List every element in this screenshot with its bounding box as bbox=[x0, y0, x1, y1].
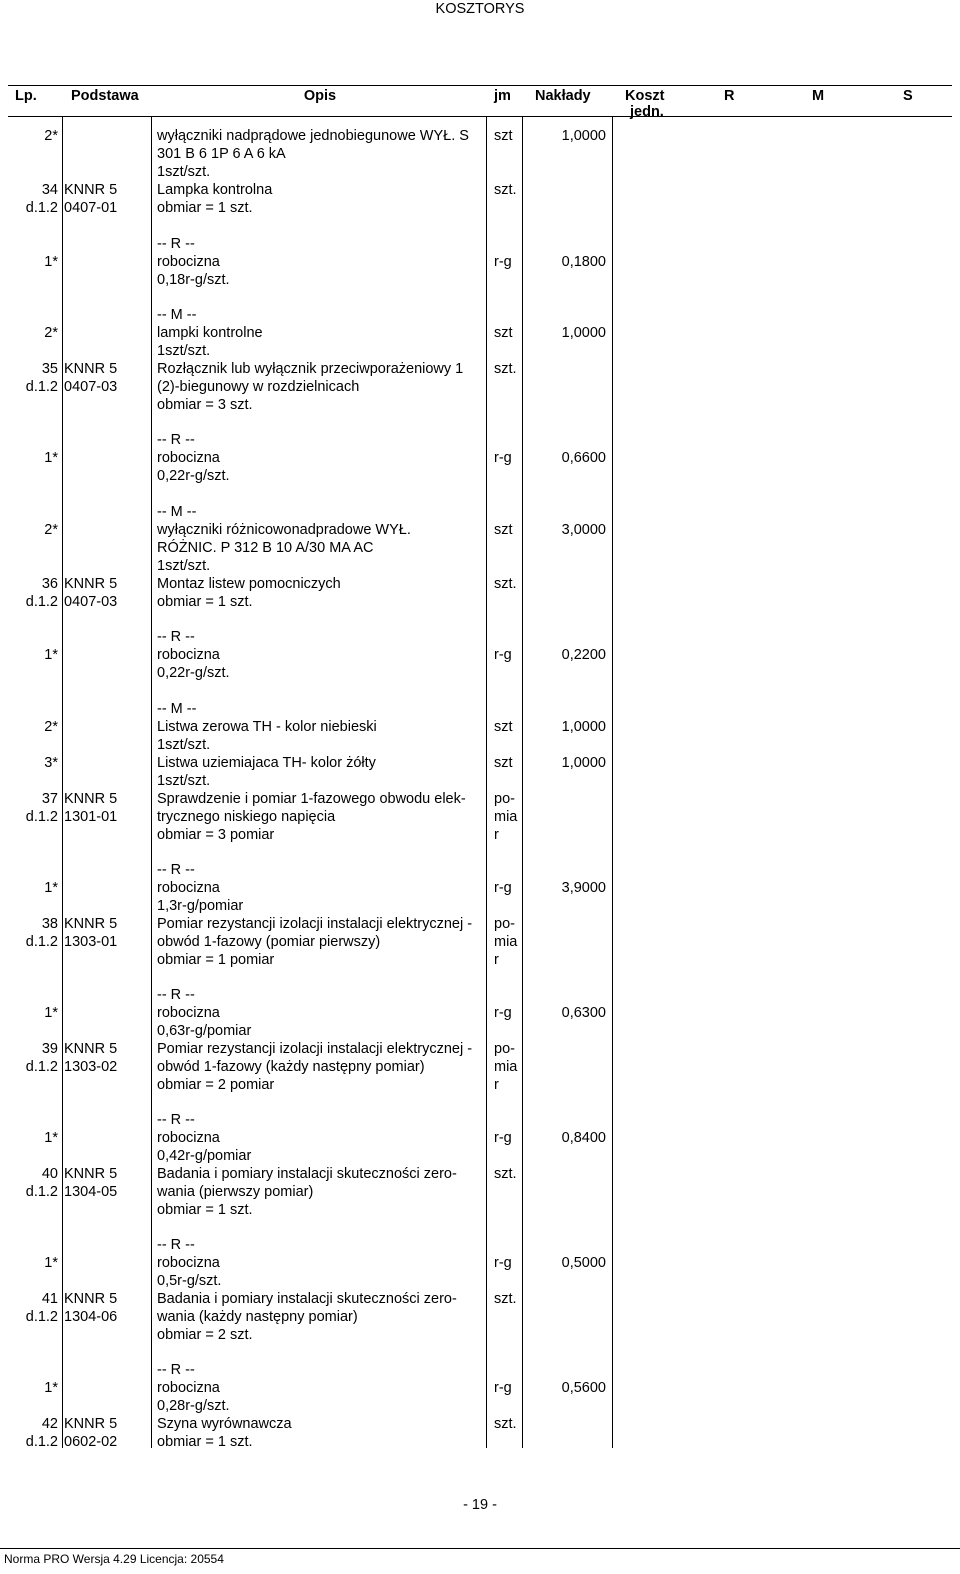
cell-opis: Listwa uziemiajaca TH- kolor żółty bbox=[157, 755, 376, 771]
cell-jm: szt. bbox=[494, 1291, 517, 1307]
cell-jm: r bbox=[494, 827, 499, 843]
cell-lp: 2* bbox=[44, 522, 58, 538]
cell-lp: 1* bbox=[44, 1130, 58, 1146]
cell-jm: szt. bbox=[494, 361, 517, 377]
cell-opis: 1szt/szt. bbox=[157, 737, 211, 753]
cell-podstawa: 1304-06 bbox=[64, 1309, 118, 1325]
cell-opis: Sprawdzenie i pomiar 1-fazowego obwodu elek- bbox=[157, 791, 466, 807]
cell-opis: 0,18r-g/szt. bbox=[157, 272, 230, 288]
cell-podstawa: 0407-03 bbox=[64, 379, 118, 395]
cell-opis: wania (pierwszy pomiar) bbox=[157, 1184, 314, 1200]
cell-lp: 2* bbox=[44, 719, 58, 735]
cell-jm: szt bbox=[494, 719, 513, 735]
cell-opis: -- R -- bbox=[157, 629, 195, 645]
cell-lp: 37 bbox=[41, 791, 58, 807]
cell-naklady: 0,1800 bbox=[561, 254, 606, 270]
cell-opis: Pomiar rezystancji izolacji instalacji elektrycznej - bbox=[157, 916, 473, 932]
cell-opis: 1szt/szt. bbox=[157, 558, 211, 574]
cell-jm: r-g bbox=[494, 880, 512, 896]
cell-podstawa: 0407-01 bbox=[64, 200, 118, 216]
cell-jm: po- bbox=[494, 1041, 515, 1057]
col-koszt-header-line2: jedn. bbox=[630, 104, 664, 120]
cell-opis: -- R -- bbox=[157, 987, 195, 1003]
cell-jm: szt. bbox=[494, 1416, 517, 1432]
cell-opis: robocizna bbox=[157, 880, 220, 896]
separator-lp bbox=[62, 117, 63, 1448]
cell-lp: 2* bbox=[44, 128, 58, 144]
cell-jm: r-g bbox=[494, 1380, 512, 1396]
cell-lp: d.1.2 bbox=[25, 1059, 58, 1075]
cell-jm: r bbox=[494, 1077, 499, 1093]
cell-jm: r-g bbox=[494, 1130, 512, 1146]
separator-jm bbox=[522, 117, 523, 1448]
cell-opis: 0,22r-g/szt. bbox=[157, 665, 230, 681]
cell-podstawa: KNNR 5 bbox=[64, 182, 118, 198]
cell-naklady: 1,0000 bbox=[561, 325, 606, 341]
col-s-header: S bbox=[903, 88, 913, 104]
cell-opis: -- R -- bbox=[157, 1112, 195, 1128]
cell-jm: szt bbox=[494, 325, 513, 341]
cell-lp: d.1.2 bbox=[25, 594, 58, 610]
cell-lp: d.1.2 bbox=[25, 934, 58, 950]
cell-lp: 1* bbox=[44, 880, 58, 896]
cell-opis: robocizna bbox=[157, 1005, 220, 1021]
cell-opis: trycznego niskiego napięcia bbox=[157, 809, 336, 825]
cell-opis: robocizna bbox=[157, 1255, 220, 1271]
cell-opis: obmiar = 3 pomiar bbox=[157, 827, 275, 843]
cell-lp: 1* bbox=[44, 647, 58, 663]
cell-opis: obmiar = 1 szt. bbox=[157, 200, 253, 216]
cell-opis: 1,3r-g/pomiar bbox=[157, 898, 244, 914]
footer-rule bbox=[0, 1548, 960, 1549]
cell-opis: -- R -- bbox=[157, 1362, 195, 1378]
cell-opis: 1szt/szt. bbox=[157, 773, 211, 789]
cell-jm: po- bbox=[494, 916, 515, 932]
cell-podstawa: KNNR 5 bbox=[64, 1041, 118, 1057]
cell-opis: Montaz listew pomocniczych bbox=[157, 576, 341, 592]
cell-opis: Listwa zerowa TH - kolor niebieski bbox=[157, 719, 377, 735]
cell-podstawa: KNNR 5 bbox=[64, 1416, 118, 1432]
cell-jm: r-g bbox=[494, 647, 512, 663]
cell-opis: Pomiar rezystancji izolacji instalacji elektrycznej - bbox=[157, 1041, 473, 1057]
cell-opis: Badania i pomiary instalacji skuteczności zero- bbox=[157, 1291, 457, 1307]
cell-opis: -- M -- bbox=[157, 701, 197, 717]
cell-lp: 1* bbox=[44, 1005, 58, 1021]
cell-opis: 1szt/szt. bbox=[157, 164, 211, 180]
cell-lp: 1* bbox=[44, 1255, 58, 1271]
cell-lp: 39 bbox=[41, 1041, 58, 1057]
cell-jm: szt. bbox=[494, 576, 517, 592]
cell-opis: robocizna bbox=[157, 450, 220, 466]
cell-jm: po- bbox=[494, 791, 515, 807]
cell-opis: 301 B 6 1P 6 A 6 kA bbox=[157, 146, 286, 162]
cell-podstawa: KNNR 5 bbox=[64, 361, 118, 377]
cell-naklady: 0,6300 bbox=[561, 1005, 606, 1021]
header-bottom-border bbox=[8, 116, 952, 117]
cell-lp: d.1.2 bbox=[25, 1309, 58, 1325]
cell-jm: mia bbox=[494, 809, 518, 825]
cell-podstawa: 1303-02 bbox=[64, 1059, 118, 1075]
cell-jm: r-g bbox=[494, 450, 512, 466]
cell-lp: d.1.2 bbox=[25, 809, 58, 825]
cell-jm: r bbox=[494, 952, 499, 968]
col-podstawa-header: Podstawa bbox=[71, 88, 139, 104]
cell-jm: r-g bbox=[494, 1005, 512, 1021]
cell-jm: r-g bbox=[494, 254, 512, 270]
separator-naklady bbox=[612, 117, 613, 1448]
cell-naklady: 3,9000 bbox=[561, 880, 606, 896]
cell-opis: robocizna bbox=[157, 647, 220, 663]
cell-naklady: 0,8400 bbox=[561, 1130, 606, 1146]
cell-opis: obwód 1-fazowy (pomiar pierwszy) bbox=[157, 934, 381, 950]
col-koszt-header: Koszt bbox=[625, 88, 665, 104]
cell-podstawa: KNNR 5 bbox=[64, 1166, 118, 1182]
cell-opis: obmiar = 1 szt. bbox=[157, 1202, 253, 1218]
cell-opis: Szyna wyrównawcza bbox=[157, 1416, 292, 1432]
cell-podstawa: KNNR 5 bbox=[64, 791, 118, 807]
cell-lp: 34 bbox=[41, 182, 58, 198]
cell-opis: 0,22r-g/szt. bbox=[157, 468, 230, 484]
col-m-header: M bbox=[812, 88, 825, 104]
cell-jm: szt bbox=[494, 522, 513, 538]
cell-podstawa: 0407-03 bbox=[64, 594, 118, 610]
cell-opis: -- M -- bbox=[157, 504, 197, 520]
cell-opis: wania (każdy następny pomiar) bbox=[157, 1309, 358, 1325]
cell-naklady: 0,5600 bbox=[561, 1380, 606, 1396]
cell-naklady: 3,0000 bbox=[561, 522, 606, 538]
col-r-header: R bbox=[724, 88, 735, 104]
cell-opis: lampki kontrolne bbox=[157, 325, 263, 341]
cell-jm: szt. bbox=[494, 1166, 517, 1182]
cell-podstawa: KNNR 5 bbox=[64, 1291, 118, 1307]
cell-opis: 0,63r-g/pomiar bbox=[157, 1023, 252, 1039]
cell-jm: mia bbox=[494, 1059, 518, 1075]
cell-lp: d.1.2 bbox=[25, 200, 58, 216]
cell-podstawa: 1304-05 bbox=[64, 1184, 118, 1200]
cell-opis: obmiar = 3 szt. bbox=[157, 397, 253, 413]
cell-opis: Rozłącznik lub wyłącznik przeciwporażeniowy 1 bbox=[157, 361, 464, 377]
cell-podstawa: KNNR 5 bbox=[64, 576, 118, 592]
cell-podstawa: 1301-01 bbox=[64, 809, 118, 825]
cell-opis: (2)-biegunowy w rozdzielnicach bbox=[157, 379, 360, 395]
cell-opis: 0,5r-g/szt. bbox=[157, 1273, 222, 1289]
page-number: - 19 - bbox=[463, 1497, 497, 1513]
cell-jm: mia bbox=[494, 934, 518, 950]
cell-lp: 1* bbox=[44, 254, 58, 270]
cell-opis: robocizna bbox=[157, 1380, 220, 1396]
cell-opis: -- R -- bbox=[157, 432, 195, 448]
cell-podstawa: KNNR 5 bbox=[64, 916, 118, 932]
cell-opis: Lampka kontrolna bbox=[157, 182, 273, 198]
cell-lp: 38 bbox=[41, 916, 58, 932]
cell-lp: 42 bbox=[41, 1416, 58, 1432]
cell-lp: 41 bbox=[41, 1291, 58, 1307]
cell-lp: 36 bbox=[41, 576, 58, 592]
cell-opis: wyłączniki różnicowonadpradowe WYŁ. bbox=[157, 522, 411, 538]
cell-lp: 40 bbox=[41, 1166, 58, 1182]
cell-opis: wyłączniki nadprądowe jednobiegunowe WYŁ. S bbox=[157, 128, 469, 144]
cell-jm: r-g bbox=[494, 1255, 512, 1271]
cell-naklady: 0,5000 bbox=[561, 1255, 606, 1271]
cell-opis: robocizna bbox=[157, 254, 220, 270]
cell-jm: szt bbox=[494, 755, 513, 771]
cell-opis: obmiar = 1 szt. bbox=[157, 594, 253, 610]
separator-podstawa bbox=[151, 117, 152, 1448]
cell-lp: 1* bbox=[44, 1380, 58, 1396]
cell-opis: RÓŻNIC. P 312 B 10 A/30 MA AC bbox=[157, 540, 374, 556]
cell-naklady: 1,0000 bbox=[561, 719, 606, 735]
col-jm-header: jm bbox=[494, 88, 511, 104]
cell-opis: 0,28r-g/szt. bbox=[157, 1398, 230, 1414]
cell-opis: obmiar = 1 pomiar bbox=[157, 952, 275, 968]
cell-opis: 1szt/szt. bbox=[157, 343, 211, 359]
cell-lp: d.1.2 bbox=[25, 1184, 58, 1200]
col-opis-header: Opis bbox=[303, 88, 337, 104]
cell-opis: obmiar = 2 pomiar bbox=[157, 1077, 275, 1093]
cell-opis: -- M -- bbox=[157, 307, 197, 323]
cell-podstawa: 1303-01 bbox=[64, 934, 118, 950]
cell-naklady: 0,6600 bbox=[561, 450, 606, 466]
footer-license: Norma PRO Wersja 4.29 Licencja: 20554 bbox=[4, 1552, 224, 1566]
cell-lp: d.1.2 bbox=[25, 379, 58, 395]
cell-opis: -- R -- bbox=[157, 862, 195, 878]
cell-opis: robocizna bbox=[157, 1130, 220, 1146]
cell-opis: obwód 1-fazowy (każdy następny pomiar) bbox=[157, 1059, 425, 1075]
cell-opis: -- R -- bbox=[157, 1237, 195, 1253]
cell-opis: Badania i pomiary instalacji skuteczności zero- bbox=[157, 1166, 457, 1182]
cell-lp: 1* bbox=[44, 450, 58, 466]
cell-lp: 35 bbox=[41, 361, 58, 377]
cell-lp: d.1.2 bbox=[25, 1434, 58, 1450]
cell-lp: 2* bbox=[44, 325, 58, 341]
cell-jm: szt bbox=[494, 128, 513, 144]
cell-opis: -- R -- bbox=[157, 236, 195, 252]
cell-naklady: 1,0000 bbox=[561, 128, 606, 144]
cell-podstawa: 0602-02 bbox=[64, 1434, 118, 1450]
cell-opis: obmiar = 1 szt. bbox=[157, 1434, 253, 1450]
col-lp-header: Lp. bbox=[15, 88, 37, 104]
separator-opis bbox=[486, 117, 487, 1448]
cell-naklady: 1,0000 bbox=[561, 755, 606, 771]
col-naklady-header: Nakłady bbox=[535, 88, 591, 104]
cell-lp: 3* bbox=[44, 755, 58, 771]
cell-jm: szt. bbox=[494, 182, 517, 198]
cell-naklady: 0,2200 bbox=[561, 647, 606, 663]
header-top-border bbox=[8, 85, 952, 86]
page-title: KOSZTORYS bbox=[435, 1, 525, 17]
cell-opis: 0,42r-g/pomiar bbox=[157, 1148, 252, 1164]
cell-opis: obmiar = 2 szt. bbox=[157, 1327, 253, 1343]
